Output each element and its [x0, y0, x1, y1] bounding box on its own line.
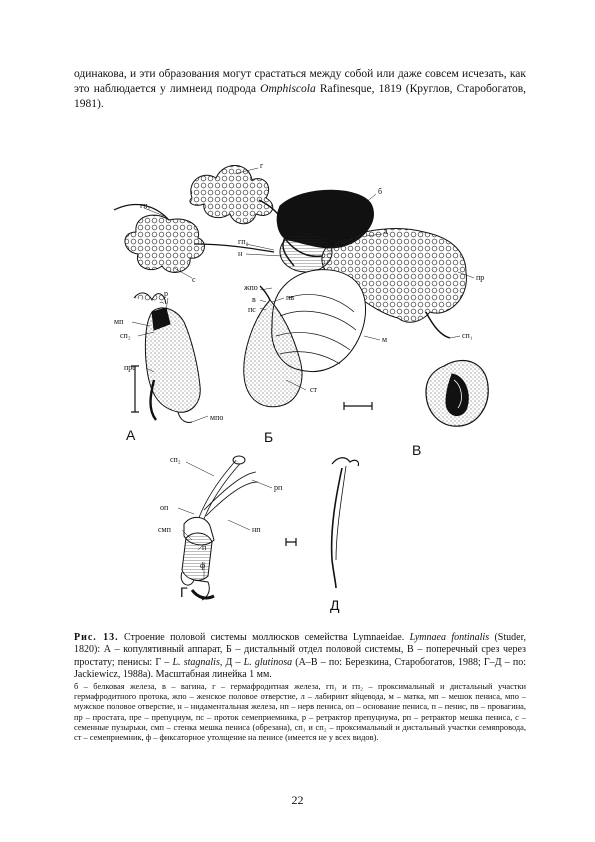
label-mp: мп	[114, 317, 124, 326]
panel-d-drawing	[332, 458, 359, 588]
label-pv: пв	[286, 293, 295, 302]
panel-label-d: Д	[330, 597, 340, 613]
label-p: п	[202, 543, 207, 552]
scale-bar-g	[286, 538, 296, 546]
label-v: в	[252, 295, 256, 304]
label-gp1: гп₁	[140, 201, 151, 210]
label-r: р	[164, 289, 168, 298]
caption-text-2: (Studer, 1820): А – копулятивный аппарат, Б – дистальный отдел половой системы, В – поперечный срез через простату; пенисы: Г –	[74, 632, 526, 668]
intro-text-1: одинакова, и эти образования могут срастаться между собой или даже совсем исчезать, как это наблюдается у лимнеид подрода	[74, 68, 526, 96]
panel-g-drawing	[181, 456, 258, 600]
seminal-vesicles	[125, 215, 204, 272]
label-op: оп	[160, 503, 169, 512]
caption-label: Рис. 13.	[74, 632, 119, 643]
figure-caption	[74, 632, 526, 743]
label-gp2: гп₂	[238, 237, 249, 246]
caption-main	[74, 632, 526, 682]
label-sp1: сп₁	[462, 331, 473, 340]
label-ps: пс	[248, 305, 256, 314]
hermaphrodite-gland	[190, 165, 273, 223]
scale-bar-a	[131, 366, 139, 412]
panel-v-drawing	[426, 360, 488, 426]
label-a: а	[384, 227, 388, 236]
panel-label-b: Б	[264, 429, 274, 445]
label-rp: рп	[274, 483, 283, 492]
label-zhpo: жпо	[244, 283, 258, 292]
label-smp: смп	[158, 525, 171, 534]
label-pre: пре	[124, 363, 136, 372]
label-pr: пр	[476, 273, 485, 282]
intro-text-2: Rafinesque, 1819 (Круглов, Старобогатов, 1981).	[74, 83, 527, 111]
panel-label-v: В	[412, 442, 422, 458]
panel-label-a: А	[126, 427, 136, 443]
panel-a-drawing	[134, 293, 200, 423]
label-b: б	[378, 187, 383, 196]
caption-species-3: L. glutinosa	[243, 656, 293, 668]
intro-genus: Omphiscola	[260, 83, 316, 96]
label-g: г	[260, 161, 264, 170]
scale-bar-b	[344, 402, 372, 410]
label-f: ф	[200, 561, 206, 570]
label-gsp2: сп₂	[170, 455, 181, 464]
figure-13	[74, 140, 526, 630]
caption-text-1: Строение половой системы моллюсков семейства Lymnaeidae.	[118, 632, 410, 643]
label-mpo: мпо	[210, 413, 224, 422]
label-m: м	[382, 335, 388, 344]
figure-illustration	[74, 140, 526, 630]
penis-sac-wall	[182, 533, 212, 580]
caption-text-3: , Д –	[219, 656, 244, 668]
page-number: 22	[291, 793, 304, 807]
caption-legend: б – белковая железа, в – вагина, г – гермафродитная железа, гп₁ и гп₂ – проксимальный и дистальный участки гермафродитного протока, жпо – женское половое отверстие, л – лабиринт яйцевода, м – матка, мп – мешок пениса, мпо – мужское половое отверстие, н – нидаментальная железа, нп – нерв пениса, оп – основание пениса, п – пенис, пв – провагина, пр – простата, пре – препуциум, пс – проток семеприемника, р – ретрактор препуциума, рп – ретрактор мешка пениса, с – семенные пузырьки, смп – стенка мешка пениса (обрезана), сп₁ и сп₂ – проксимальный и дистальный участки семяпровода, ст – семеприемник, ф – фиксаторное утолщение на пенисе (имеется не у всех видов).	[74, 681, 526, 743]
label-st: ст	[310, 385, 318, 394]
intro-paragraph	[74, 67, 526, 113]
caption-species-2: L. stagnalis	[172, 656, 220, 668]
caption-text-4: (А–В – по: Березкина, Старобогатов, 1988; Г–Д – по: Jackiewicz, 1988a). Масштабная линейка 1 мм.	[74, 656, 527, 681]
panel-label-g: Г	[180, 584, 188, 600]
label-n: н	[238, 249, 243, 258]
label-np: нп	[252, 525, 261, 534]
label-sp2: сп₂	[120, 331, 131, 340]
caption-species-1: Lymnaea fontinalis	[409, 632, 490, 643]
label-s: с	[192, 275, 196, 284]
